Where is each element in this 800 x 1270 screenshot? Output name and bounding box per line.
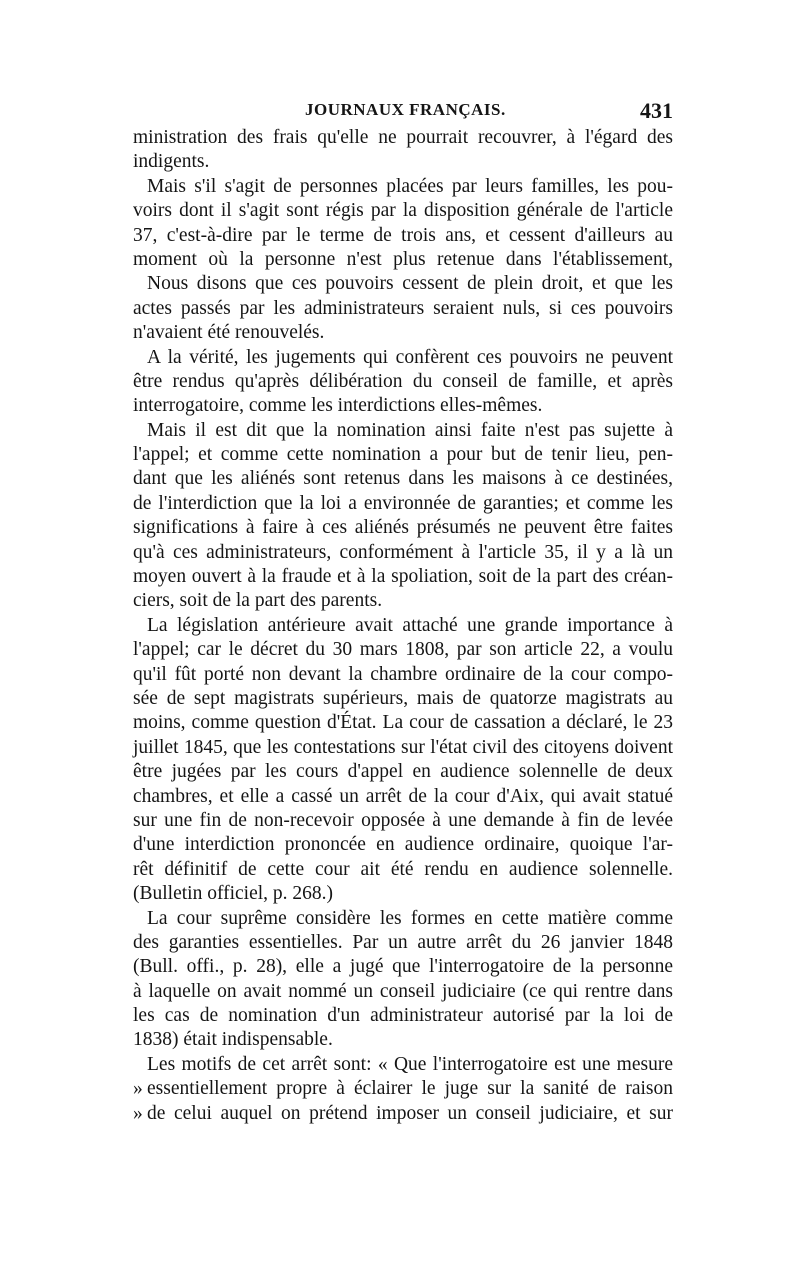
quote-mark: » <box>133 1078 143 1100</box>
text-line: 1838) était indispensable. <box>133 1029 333 1051</box>
text-line: moins, comme question d'État. La cour de cassation a déclaré, le 23 <box>133 712 673 734</box>
text-line: significations à faire à ces aliénés présumés ne peuvent être faites <box>133 517 673 539</box>
text-line: les cas de nomination d'un administrateur autorisé par la loi de <box>133 1005 673 1027</box>
text-line: Mais s'il s'agit de personnes placées par leurs familles, les pou- <box>147 175 673 197</box>
text-line: qu'il fût porté non devant la chambre ordinaire de la cour compo- <box>133 663 673 685</box>
text-line: A la vérité, les jugements qui confèrent ces pouvoirs ne peuvent <box>147 346 673 368</box>
text-line: qu'à ces administrateurs, conformément à l'article 35, il y a là un <box>133 541 673 563</box>
text-line: moyen ouvert à la fraude et à la spoliation, soit de la part des créan- <box>133 566 673 588</box>
page-header <box>133 98 673 124</box>
text-line: d'une interdiction prononcée en audience ordinaire, quoique l'ar- <box>133 834 673 856</box>
running-title: JOURNAUX FRANÇAIS. <box>305 100 506 119</box>
text-line: indigents. <box>133 151 210 173</box>
text-line: chambres, et elle a cassé un arrêt de la cour d'Aix, qui avait statué <box>133 785 673 807</box>
text-line-content: essentiellement propre à éclairer le juge sur la sanité de raison <box>147 1078 673 1100</box>
text-line: (Bulletin officiel, p. 268.) <box>133 883 334 905</box>
text-line: La cour suprême considère les formes en cette matière comme <box>147 907 673 929</box>
page-number: 431 <box>640 98 673 123</box>
text-line: (Bull. offi., p. 28), elle a jugé que l'interrogatoire de la personne <box>133 956 673 978</box>
text-line: sur une fin de non-recevoir opposée à une demande à fin de levée <box>133 809 673 831</box>
quote-mark: » <box>133 1102 143 1124</box>
text-line: à laquelle on avait nommé un conseil judiciaire (ce qui rentre dans <box>133 980 673 1002</box>
text-line: actes passés par les administrateurs seraient nuls, si ces pouvoirs <box>133 297 673 319</box>
text-line: La législation antérieure avait attaché une grande importance à <box>147 614 673 636</box>
text-line: l'appel; car le décret du 30 mars 1808, par son article 22, a voulu <box>133 639 673 661</box>
text-line: n'avaient été renouvelés. <box>133 322 325 344</box>
text-line: ciers, soit de la part des parents. <box>133 590 383 612</box>
text-line <box>133 1077 673 1101</box>
text-line: ministration des frais qu'elle ne pourrait recouvrer, à l'égard des <box>133 127 673 148</box>
text-line: voirs dont il s'agit sont régis par la disposition générale de l'article <box>133 200 673 222</box>
text-line: sée de sept magistrats supérieurs, mais de quatorze magistrats au <box>133 687 673 709</box>
text-line: de l'interdiction que la loi a environnée de garanties; et comme les <box>133 492 673 514</box>
text-line: Mais il est dit que la nomination ainsi faite n'est pas sujette à <box>147 419 673 441</box>
text-line: juillet 1845, que les contestations sur l'état civil des citoyens doivent <box>133 736 673 758</box>
text-line: Nous disons que ces pouvoirs cessent de plein droit, et que les <box>147 273 673 295</box>
text-line-content: de celui auquel on prétend imposer un conseil judiciaire, et sur <box>147 1102 673 1124</box>
text-line: être rendus qu'après délibération du conseil de famille, et après <box>133 370 673 392</box>
text-line: Les motifs de cet arrêt sont: « Que l'interrogatoire est une mesure <box>147 1053 673 1075</box>
text-line: moment où la personne n'est plus retenue dans l'établissement, <box>133 248 673 270</box>
text-line: rêt définitif de cette cour ait été rendu en audience solennelle. <box>133 858 673 880</box>
text-line: 37, c'est-à-dire par le terme de trois ans, et cessent d'ailleurs au <box>133 224 673 246</box>
body-text <box>133 126 673 1126</box>
text-line <box>133 1102 673 1126</box>
text-line: être jugées par les cours d'appel en audience solennelle de deux <box>133 761 673 783</box>
text-line: dant que les aliénés sont retenus dans les maisons à ce destinées, <box>133 468 673 490</box>
text-line: l'appel; et comme cette nomination a pour but de tenir lieu, pen- <box>133 444 673 466</box>
text-line: des garanties essentielles. Par un autre arrêt du 26 janvier 1848 <box>133 931 673 953</box>
text-line: interrogatoire, comme les interdictions elles-mêmes. <box>133 395 543 417</box>
